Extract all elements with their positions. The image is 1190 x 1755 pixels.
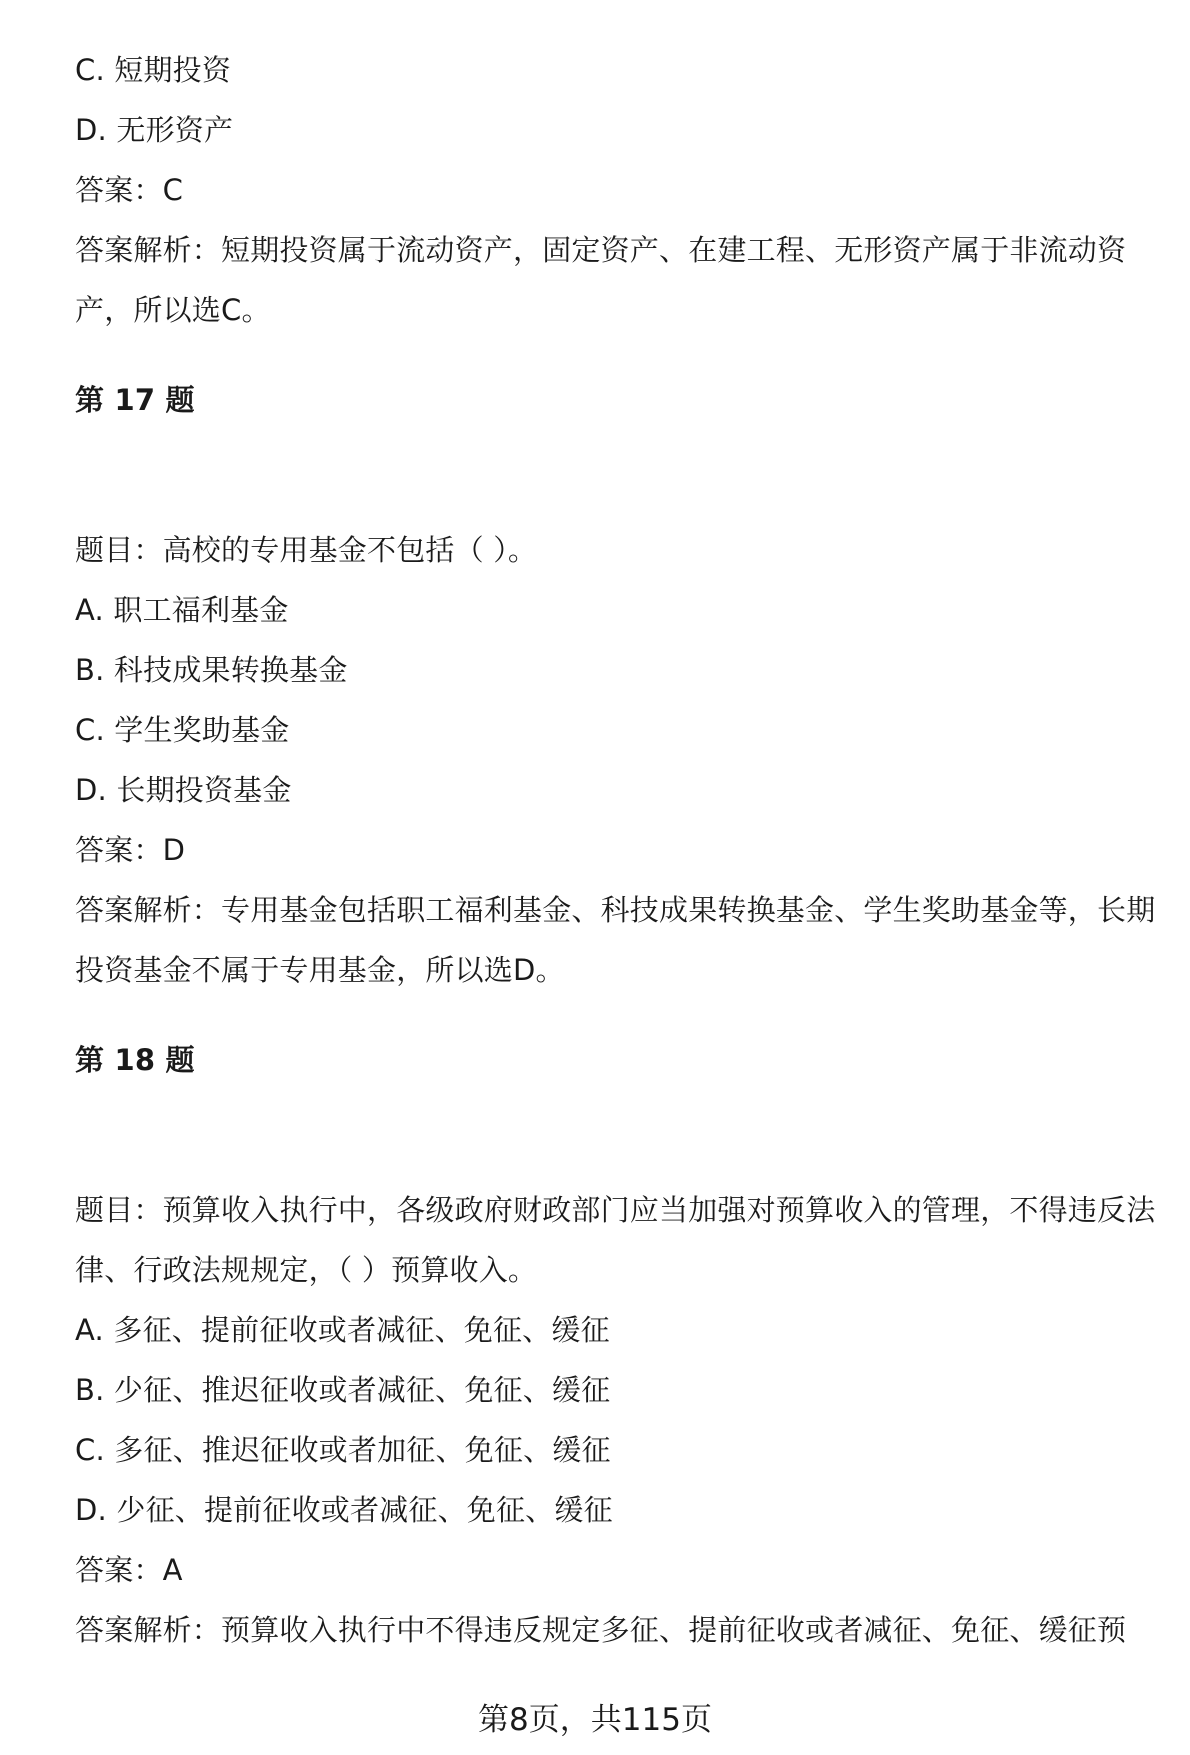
q17-option-d: D. 长期投资基金 [75,773,292,807]
q16-option-d: D. 无形资产 [75,113,234,147]
q17-question: 题目：高校的专用基金不包括（ ）。 [75,533,538,567]
q18-option-b: B. 少征、推迟征收或者减征、免征、缓征 [75,1373,611,1407]
q18-heading: 第 18 题 [75,1043,195,1077]
q16-option-c: C. 短期投资 [75,53,232,87]
page-number-footer: 第8页，共115页 [478,1702,712,1738]
q18-option-a: A. 多征、提前征收或者减征、免征、缓征 [75,1313,610,1347]
q17-option-b: B. 科技成果转换基金 [75,653,348,687]
q17-option-c: C. 学生奖助基金 [75,713,290,747]
q18-question: 题目：预算收入执行中，各级政府财政部门应当加强对预算收入的管理，不得违反法律、行政法规规定，（ ）预算收入。 [75,1193,1156,1287]
q17-option-a: A. 职工福利基金 [75,593,289,627]
q18-analysis: 答案解析：预算收入执行中不得违反规定多征、提前征收或者减征、免征、缓征预 [75,1613,1127,1647]
q18-option-d: D. 少征、提前征收或者减征、免征、缓征 [75,1493,613,1527]
q18-answer: 答案：A [75,1553,183,1587]
q17-analysis: 答案解析：专用基金包括职工福利基金、科技成果转换基金、学生奖助基金等，长期投资基金不属于专用基金，所以选D。 [75,893,1156,987]
q17-heading: 第 17 题 [75,383,195,417]
q17-answer: 答案：D [75,833,186,867]
q18-option-c: C. 多征、推迟征收或者加征、免征、缓征 [75,1433,611,1467]
q16-answer: 答案：C [75,173,184,207]
q16-analysis: 答案解析：短期投资属于流动资产，固定资产、在建工程、无形资产属于非流动资产，所以选C。 [75,233,1127,327]
